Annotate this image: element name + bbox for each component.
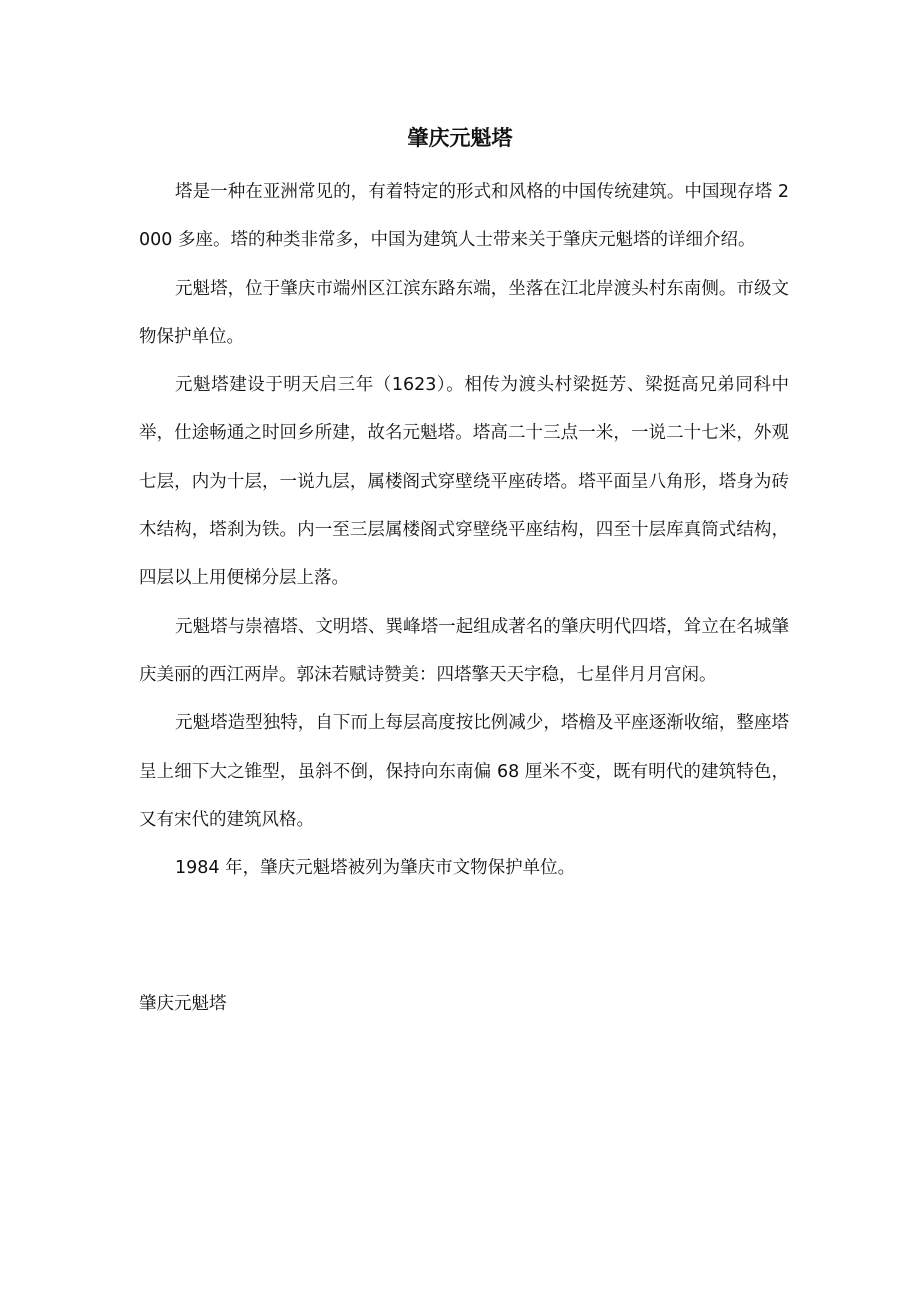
paragraph-protection: 1984 年，肇庆元魁塔被列为肇庆市文物保护单位。: [175, 858, 576, 879]
paragraph-history: 元魁塔建设于明天启三年（1623）。相传为渡头村梁挺芳、梁挺高兄弟同科中举，仕途畅通之时回乡所建，故名元魁塔。塔高二十三点一米，一说二十七米，外观七层，内为十层，一说九层，属楼阁式穿壁绕平座砖塔。塔平面呈八角形，塔身为砖木结构，塔刹为铁。内一至三层属楼阁式穿壁绕平座结构，四至十层库真筒式结构，四层以上用便梯分层上落。: [139, 375, 789, 589]
paragraph-location: 元魁塔，位于肇庆市端州区江滨东路东端，坐落在江北岸渡头村东南侧。市级文物保护单位。: [139, 278, 789, 347]
paragraph-intro: 塔是一种在亚洲常见的，有着特定的形式和风格的中国传统建筑。中国现存塔 2000 多座。塔的种类非常多，中国为建筑人士带来关于肇庆元魁塔的详细介绍。: [139, 182, 789, 251]
footer-caption: 肇庆元魁塔: [139, 994, 227, 1014]
paragraph-four-towers: 元魁塔与崇禧塔、文明塔、巽峰塔一起组成著名的肇庆明代四塔，耸立在名城肇庆美丽的西江两岸。郭沫若赋诗赞美：四塔擎天天宇稳，七星伴月月宫闲。: [139, 616, 789, 685]
document-body: [139, 168, 789, 892]
paragraph-architecture: 元魁塔造型独特，自下而上每层高度按比例减少，塔檐及平座逐渐收缩，整座塔呈上细下大之锥型，虽斜不倒，保持向东南偏 68 厘米不变，既有明代的建筑特色，又有宋代的建筑风格。: [139, 713, 789, 830]
document-title: 肇庆元魁塔: [407, 126, 513, 150]
